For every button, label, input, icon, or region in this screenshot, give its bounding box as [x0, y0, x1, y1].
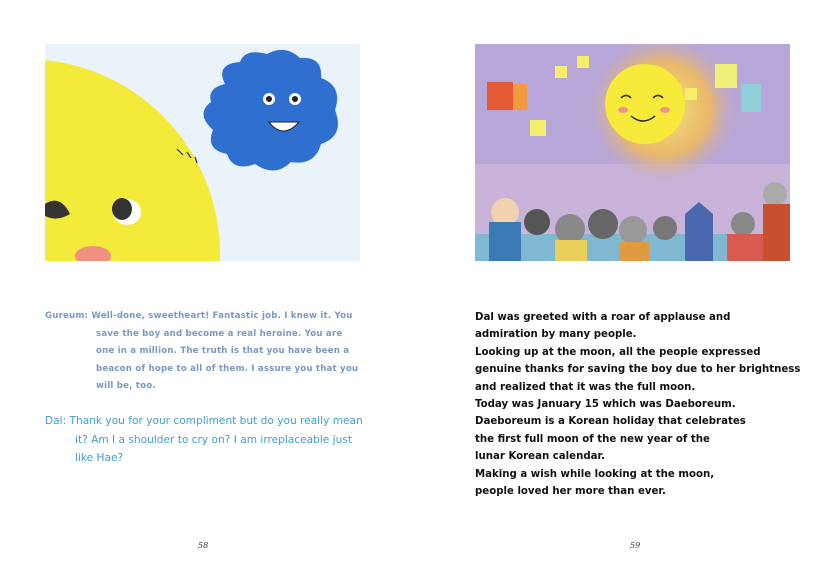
story-line-4: genuine thanks for saving the boy due to her brightness [475, 364, 801, 376]
story-line-8: the first full moon of the new year of the [475, 433, 710, 445]
story-line-6: Today was January 15 which was Daeboreum. [475, 399, 736, 411]
dal-line-1: Dal: Thank you for your compliment but do you really mean [45, 415, 363, 427]
speaker-gureum: Gureum: [45, 311, 89, 321]
dal-line-2: it? Am I a shoulder to cry on? I am irreplaceable just [75, 433, 353, 446]
story-line-7: Daeboreum is a Korean holiday that celebrates [475, 416, 746, 428]
story-line-10: Making a wish while looking at the moon, [475, 468, 715, 480]
story-line-2: admiration by many people. [475, 329, 637, 341]
moon-and-cloud-illustration [45, 44, 360, 261]
story-line-3: Looking up at the moon, all the people expressed [475, 346, 761, 358]
smiling-moon-drawing [605, 64, 685, 144]
gureum-line-1: Well-done, sweetheart! Fantastic job. I knew it. You [91, 311, 353, 321]
dal-dialogue [45, 412, 365, 468]
page-number-right: 59 [630, 541, 641, 550]
story-line-5: and realized that it was the full moon. [475, 381, 696, 393]
left-page [0, 0, 417, 571]
story-line-9: lunar Korean calendar. [475, 451, 605, 463]
right-page [418, 0, 835, 571]
story-line-11: people loved her more than ever. [475, 486, 666, 498]
gureum-line-5: will be, too. [96, 381, 156, 392]
story-text [475, 309, 801, 500]
page-number-left: 58 [198, 541, 209, 550]
story-line-1: Dal was greeted with a roar of applause and [475, 312, 731, 323]
gureum-line-3: one in a million. The truth is that you have been a [96, 346, 350, 357]
gureum-line-2: save the boy and become a real heroine. You are [96, 328, 343, 339]
gureum-line-4: beacon of hope to all of them. I assure you that you [96, 363, 359, 374]
gureum-dialogue [45, 308, 363, 396]
dal-line-3: like Hae? [75, 452, 124, 464]
full-moon-festival-illustration [475, 44, 790, 261]
